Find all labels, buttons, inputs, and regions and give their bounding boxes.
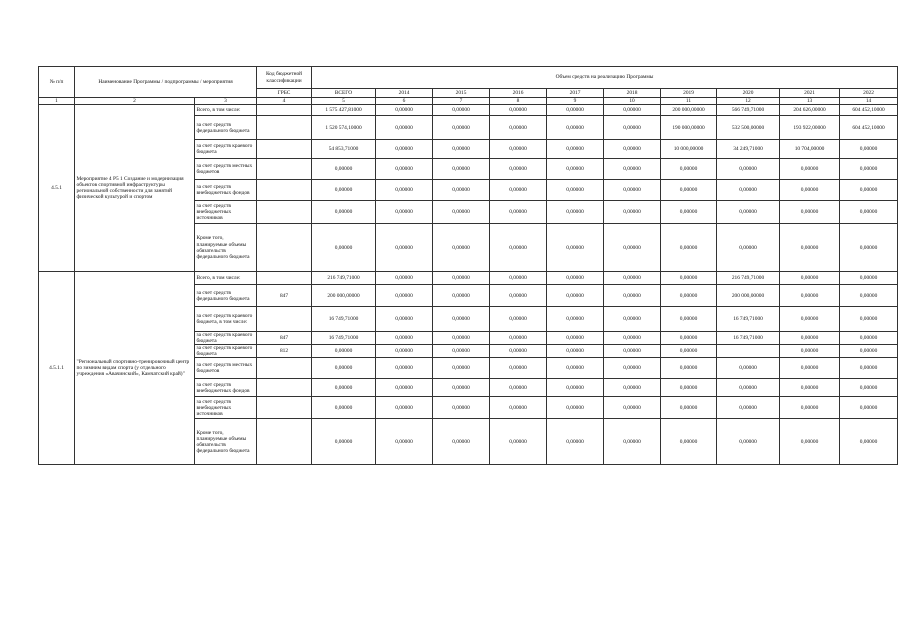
year-value: 0,00000 — [717, 379, 780, 397]
year-value: 0,00000 — [490, 345, 547, 358]
grbs-code — [257, 224, 312, 272]
year-value: 0,00000 — [433, 379, 490, 397]
year-value: 0,00000 — [376, 159, 433, 180]
year-value: 0,00000 — [376, 307, 433, 332]
year-value: 0,00000 — [661, 419, 717, 465]
year-value: 0,00000 — [717, 397, 780, 419]
activity-name: "Региональный спортивно-тренировочный центр по зимним видам спорта (у отдельного учреждения «Авачинский», Камчатский край)" — [75, 272, 195, 465]
grbs-code — [257, 140, 312, 159]
grbs-code — [257, 397, 312, 419]
year-value: 0,00000 — [433, 397, 490, 419]
year-value: 0,00000 — [661, 224, 717, 272]
year-value: 0,00000 — [840, 397, 898, 419]
year-value: 0,00000 — [376, 272, 433, 285]
year-value: 0,00000 — [547, 159, 604, 180]
column-index: 4 — [257, 98, 312, 105]
year-value: 10 000,00000 — [661, 140, 717, 159]
year-value: 0,00000 — [604, 358, 661, 379]
grbs-code — [257, 358, 312, 379]
year-value: 0,00000 — [376, 140, 433, 159]
year-value: 0,00000 — [604, 201, 661, 224]
total-value: 0,00000 — [312, 379, 376, 397]
funding-source: Всего, в том числе: — [195, 272, 257, 285]
year-value: 0,00000 — [717, 358, 780, 379]
year-value: 0,00000 — [376, 285, 433, 307]
funding-source: за счет средств краевого бюджета, в том числе: — [195, 307, 257, 332]
table-row — [39, 272, 898, 285]
year-value: 0,00000 — [661, 159, 717, 180]
year-value: 0,00000 — [780, 345, 840, 358]
column-index: 1 — [39, 98, 75, 105]
year-value: 0,00000 — [490, 180, 547, 201]
year-value: 0,00000 — [433, 285, 490, 307]
year-value: 0,00000 — [376, 201, 433, 224]
year-value: 0,00000 — [433, 105, 490, 116]
header-total: ВСЕГО — [312, 89, 376, 98]
year-value: 0,00000 — [547, 201, 604, 224]
year-value: 0,00000 — [840, 201, 898, 224]
year-value: 0,00000 — [840, 272, 898, 285]
year-value: 0,00000 — [661, 272, 717, 285]
year-value: 0,00000 — [376, 379, 433, 397]
year-value: 0,00000 — [433, 224, 490, 272]
total-value: 16 749,71000 — [312, 307, 376, 332]
header-volume: Объем средств на реализацию Программы — [312, 67, 898, 89]
total-value: 54 853,71000 — [312, 140, 376, 159]
year-value: 0,00000 — [780, 201, 840, 224]
year-value: 0,00000 — [490, 419, 547, 465]
year-value: 0,00000 — [433, 201, 490, 224]
year-value: 0,00000 — [433, 180, 490, 201]
year-value: 0,00000 — [717, 224, 780, 272]
year-value: 200 000,00000 — [717, 285, 780, 307]
column-index: 11 — [661, 98, 717, 105]
year-value: 0,00000 — [547, 180, 604, 201]
year-value: 0,00000 — [604, 224, 661, 272]
header-year: 2015 — [433, 89, 490, 98]
year-value: 0,00000 — [604, 307, 661, 332]
funding-source: Кроме того, планируемые объемы обязательств федерального бюджета — [195, 419, 257, 465]
grbs-code: 847 — [257, 285, 312, 307]
funding-source: за счет средств внебюджетных источников — [195, 397, 257, 419]
header-kbk: Код бюджетной классификации — [257, 67, 312, 89]
total-value: 0,00000 — [312, 180, 376, 201]
year-value: 0,00000 — [547, 397, 604, 419]
funding-source: за счет средств внебюджетных фондов — [195, 379, 257, 397]
column-index: 7 — [433, 98, 490, 105]
table-row — [39, 105, 898, 116]
year-value: 0,00000 — [490, 307, 547, 332]
year-value: 0,00000 — [840, 307, 898, 332]
year-value: 0,00000 — [717, 201, 780, 224]
header-row-1 — [39, 67, 898, 89]
year-value: 0,00000 — [547, 345, 604, 358]
year-value: 216 749,71000 — [717, 272, 780, 285]
year-value: 0,00000 — [780, 285, 840, 307]
header-year: 2016 — [490, 89, 547, 98]
header-year: 2020 — [717, 89, 780, 98]
year-value: 0,00000 — [490, 105, 547, 116]
year-value: 16 749,71000 — [717, 332, 780, 345]
column-index: 3 — [195, 98, 257, 105]
total-value: 0,00000 — [312, 345, 376, 358]
grbs-code — [257, 105, 312, 116]
header-year: 2017 — [547, 89, 604, 98]
grbs-code — [257, 159, 312, 180]
grbs-code — [257, 272, 312, 285]
funding-source: за счет средств федерального бюджета — [195, 116, 257, 140]
column-index: 8 — [490, 98, 547, 105]
year-value: 0,00000 — [604, 105, 661, 116]
total-value: 0,00000 — [312, 358, 376, 379]
year-value: 0,00000 — [604, 180, 661, 201]
year-value: 34 249,71000 — [717, 140, 780, 159]
year-value: 0,00000 — [780, 358, 840, 379]
header-grbs: ГРБС — [257, 89, 312, 98]
total-value: 0,00000 — [312, 201, 376, 224]
column-index-row — [39, 98, 898, 105]
column-index: 12 — [717, 98, 780, 105]
header-name: Наименование Программы / подпрограммы / мероприятия — [75, 67, 257, 98]
year-value: 0,00000 — [376, 419, 433, 465]
year-value: 0,00000 — [840, 379, 898, 397]
total-value: 1 520 574,10000 — [312, 116, 376, 140]
year-value: 0,00000 — [717, 159, 780, 180]
year-value: 0,00000 — [490, 332, 547, 345]
year-value: 0,00000 — [840, 419, 898, 465]
year-value: 0,00000 — [717, 419, 780, 465]
column-index: 9 — [547, 98, 604, 105]
year-value: 16 749,71000 — [717, 307, 780, 332]
year-value: 0,00000 — [547, 358, 604, 379]
year-value: 0,00000 — [840, 140, 898, 159]
grbs-code: 812 — [257, 345, 312, 358]
grbs-code — [257, 180, 312, 201]
column-index: 13 — [780, 98, 840, 105]
total-value: 0,00000 — [312, 397, 376, 419]
year-value: 0,00000 — [490, 397, 547, 419]
year-value: 0,00000 — [376, 358, 433, 379]
year-value: 0,00000 — [840, 285, 898, 307]
funding-source: за счет средств местных бюджетов — [195, 159, 257, 180]
year-value: 204 626,00000 — [780, 105, 840, 116]
year-value: 0,00000 — [547, 285, 604, 307]
header-year: 2014 — [376, 89, 433, 98]
column-index: 14 — [840, 98, 898, 105]
year-value: 0,00000 — [780, 397, 840, 419]
year-value: 200 000,00000 — [661, 105, 717, 116]
year-value: 0,00000 — [547, 116, 604, 140]
header-year: 2022 — [840, 89, 898, 98]
year-value: 0,00000 — [840, 332, 898, 345]
column-index: 2 — [75, 98, 195, 105]
year-value: 604 452,10000 — [840, 116, 898, 140]
year-value: 0,00000 — [661, 285, 717, 307]
year-value: 10 704,00000 — [780, 140, 840, 159]
year-value: 604 452,10000 — [840, 105, 898, 116]
year-value: 0,00000 — [604, 285, 661, 307]
column-index: 6 — [376, 98, 433, 105]
funding-source: за счет средств местных бюджетов — [195, 358, 257, 379]
year-value: 0,00000 — [433, 140, 490, 159]
year-value: 0,00000 — [780, 224, 840, 272]
year-value: 0,00000 — [490, 272, 547, 285]
year-value — [717, 345, 780, 358]
year-value: 566 749,71000 — [717, 105, 780, 116]
year-value: 0,00000 — [433, 345, 490, 358]
funding-source: за счет средств краевого бюджета — [195, 332, 257, 345]
grbs-code — [257, 201, 312, 224]
year-value: 0,00000 — [840, 180, 898, 201]
year-value: 0,00000 — [840, 159, 898, 180]
year-value: 0,00000 — [376, 332, 433, 345]
year-value: 532 500,00000 — [717, 116, 780, 140]
header-year: 2018 — [604, 89, 661, 98]
year-value: 0,00000 — [661, 307, 717, 332]
year-value: 0,00000 — [661, 201, 717, 224]
total-value: 216 749,71000 — [312, 272, 376, 285]
funding-source: Всего, в том числе: — [195, 105, 257, 116]
total-value: 0,00000 — [312, 159, 376, 180]
year-value: 0,00000 — [433, 358, 490, 379]
year-value: 0,00000 — [840, 358, 898, 379]
year-value: 0,00000 — [604, 332, 661, 345]
year-value: 0,00000 — [604, 116, 661, 140]
year-value: 0,00000 — [376, 180, 433, 201]
year-value: 0,00000 — [433, 307, 490, 332]
year-value: 0,00000 — [780, 419, 840, 465]
year-value: 0,00000 — [661, 345, 717, 358]
year-value: 0,00000 — [547, 105, 604, 116]
year-value: 0,00000 — [661, 358, 717, 379]
year-value: 0,00000 — [840, 224, 898, 272]
header-num: № п/п — [39, 67, 75, 98]
activity-number: 4.5.1.1 — [39, 272, 75, 465]
column-index: 5 — [312, 98, 376, 105]
grbs-code — [257, 379, 312, 397]
year-value: 0,00000 — [604, 345, 661, 358]
year-value: 0,00000 — [376, 397, 433, 419]
year-value: 0,00000 — [490, 358, 547, 379]
year-value: 0,00000 — [490, 224, 547, 272]
funding-source: за счет средств внебюджетных источников — [195, 201, 257, 224]
activity-number: 4.5.1 — [39, 105, 75, 272]
year-value: 0,00000 — [780, 379, 840, 397]
activity-name: Мероприятие 4 Р5 1 Создание и модернизация объектов спортивной инфраструктуры региональной собственности для занятий физической культурой и спортом — [75, 105, 195, 272]
year-value: 0,00000 — [433, 419, 490, 465]
grbs-code — [257, 116, 312, 140]
year-value: 193 922,00000 — [780, 116, 840, 140]
year-value: 0,00000 — [547, 379, 604, 397]
year-value: 0,00000 — [547, 272, 604, 285]
funding-source: за счет средств краевого бюджета — [195, 345, 257, 358]
total-value: 0,00000 — [312, 224, 376, 272]
year-value: 0,00000 — [780, 332, 840, 345]
funding-source: за счет средств краевого бюджета — [195, 140, 257, 159]
funding-source: за счет средств внебюджетных фондов — [195, 180, 257, 201]
total-value: 16 749,71000 — [312, 332, 376, 345]
year-value: 0,00000 — [604, 159, 661, 180]
year-value: 0,00000 — [547, 419, 604, 465]
year-value: 0,00000 — [840, 345, 898, 358]
year-value: 0,00000 — [717, 180, 780, 201]
year-value: 0,00000 — [433, 272, 490, 285]
year-value: 0,00000 — [780, 180, 840, 201]
year-value: 0,00000 — [433, 116, 490, 140]
header-year: 2021 — [780, 89, 840, 98]
funding-source: Кроме того, планируемые объемы обязательств федерального бюджета — [195, 224, 257, 272]
grbs-code — [257, 307, 312, 332]
header-year: 2019 — [661, 89, 717, 98]
year-value: 0,00000 — [780, 159, 840, 180]
year-value: 0,00000 — [661, 379, 717, 397]
year-value: 0,00000 — [661, 332, 717, 345]
year-value: 0,00000 — [604, 419, 661, 465]
year-value: 0,00000 — [547, 140, 604, 159]
year-value: 0,00000 — [604, 397, 661, 419]
year-value: 0,00000 — [547, 224, 604, 272]
year-value: 0,00000 — [547, 307, 604, 332]
year-value: 0,00000 — [490, 140, 547, 159]
grbs-code — [257, 419, 312, 465]
grbs-code: 847 — [257, 332, 312, 345]
year-value: 0,00000 — [604, 379, 661, 397]
year-value: 0,00000 — [661, 180, 717, 201]
year-value: 0,00000 — [780, 307, 840, 332]
year-value: 0,00000 — [433, 332, 490, 345]
total-value: 1 575 427,81000 — [312, 105, 376, 116]
year-value: 0,00000 — [604, 272, 661, 285]
year-value: 0,00000 — [604, 140, 661, 159]
total-value: 0,00000 — [312, 419, 376, 465]
year-value: 0,00000 — [780, 272, 840, 285]
year-value: 0,00000 — [490, 116, 547, 140]
year-value: 0,00000 — [376, 224, 433, 272]
year-value: 0,00000 — [376, 116, 433, 140]
funding-source: за счет средств федерального бюджета — [195, 285, 257, 307]
year-value: 0,00000 — [490, 379, 547, 397]
total-value: 200 000,00000 — [312, 285, 376, 307]
year-value: 190 000,00000 — [661, 116, 717, 140]
year-value: 0,00000 — [547, 332, 604, 345]
year-value: 0,00000 — [376, 105, 433, 116]
year-value: 0,00000 — [433, 159, 490, 180]
year-value: 0,00000 — [490, 159, 547, 180]
year-value: 0,00000 — [661, 397, 717, 419]
year-value: 0,00000 — [490, 201, 547, 224]
year-value: 0,00000 — [490, 285, 547, 307]
program-funding-table — [38, 66, 898, 465]
year-value: 0,00000 — [376, 345, 433, 358]
column-index: 10 — [604, 98, 661, 105]
